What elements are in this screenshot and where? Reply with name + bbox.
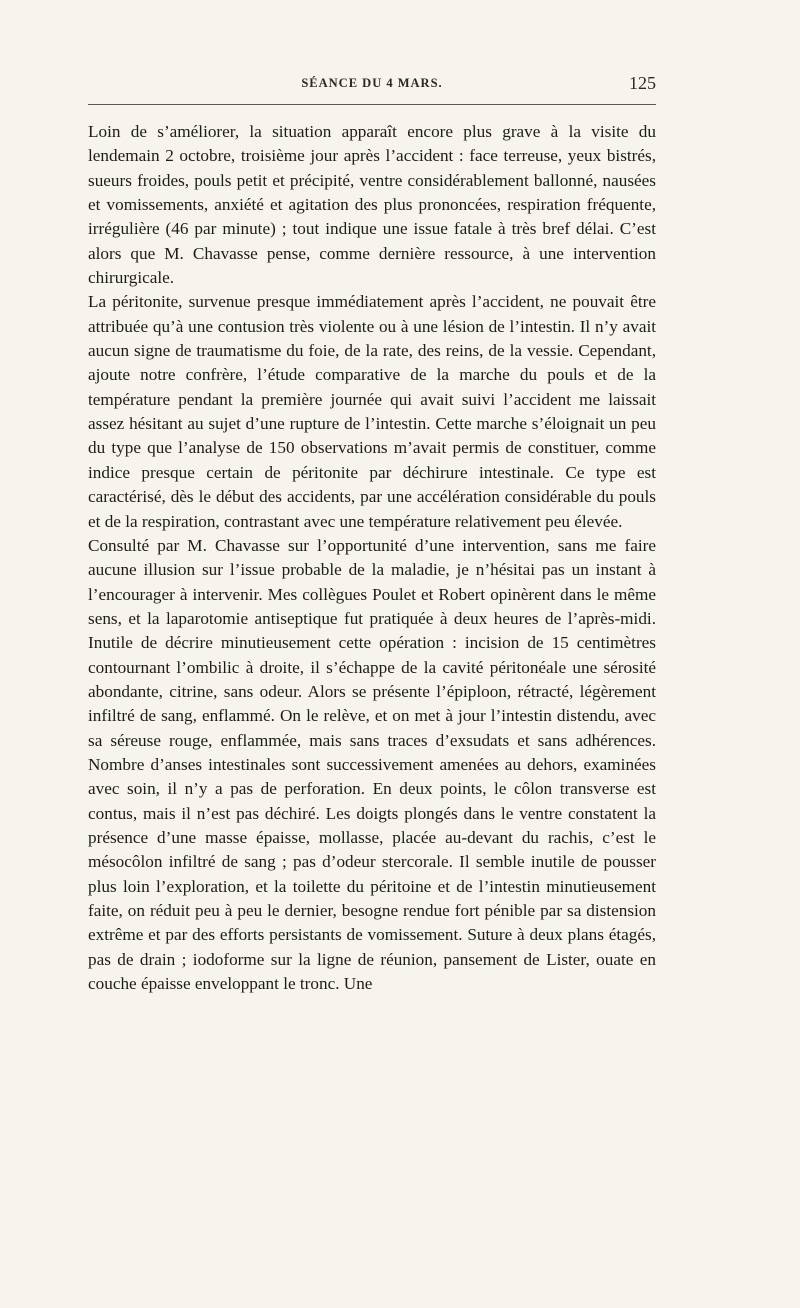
page-number: 125 <box>629 73 656 93</box>
paragraph: Loin de s’améliorer, la situation apparaît encore plus grave à la visite du lendemain 2 octobre, troisième jour après l’accident : face terreuse, yeux bistrés, sueurs froides, pouls petit et précipité, ventre considérablement ballonné, nausées et vomissements, anxiété et agitation des plus prononcées, respiration fréquente, irrégulière (46 par minute) ; tout indique une issue fatale à très bref délai. C’est alors que M. Chavasse pense, comme dernière ressource, à une intervention chirurgicale. <box>88 122 656 288</box>
body-text <box>88 120 656 996</box>
running-head: SÉANCE DU 4 MARS. <box>301 76 443 90</box>
paragraph: La péritonite, survenue presque immédiatement après l’accident, ne pouvait être attribuée qu’à une contusion très violente ou à une lésion de l’intestin. Il n’y avait aucun signe de traumatisme du foie, de la rate, des reins, de la vessie. Cependant, ajoute notre confrère, l’étude comparative de la marche du pouls et de la température pendant la première journée qui avait suivi l’accident me laissait assez hésitant au sujet d’une rupture de l’intestin. Cette marche s’éloignait un peu du type que l’analyse de 150 observations m’avait permis de constituer, comme indice presque certain de péritonite par déchirure intestinale. Ce type est caractérisé, dès le début des accidents, par une accélération considérable du pouls et de la respiration, contrastant avec une température relativement peu élevée. <box>88 292 656 531</box>
paragraph: Consulté par M. Chavasse sur l’opportunité d’une intervention, sans me faire aucune illusion sur l’issue probable de la maladie, je n’hésitai pas un instant à l’encourager à intervenir. Mes collègues Poulet et Robert opinèrent dans le même sens, et la laparotomie antiseptique fut pratiquée à deux heures de l’après-midi. Inutile de décrire minutieusement cette opération : incision de 15 centimètres contournant l’ombilic à droite, il s’échappe de la cavité péritonéale une sérosité abondante, citrine, sans odeur. Alors se présente l’épiploon, rétracté, légèrement infiltré de sang, enflammé. On le relève, et on met à jour l’intestin distendu, avec sa séreuse rouge, enflammée, mais sans traces d’exsudats et sans adhérences. Nombre d’anses intestinales sont successivement amenées au dehors, examinées avec soin, il n’y a pas de perforation. En deux points, le côlon transverse est contus, mais il n’est pas déchiré. Les doigts plongés dans le ventre constatent la présence d’une masse épaisse, mollasse, placée au-devant du rachis, c’est le mésocôlon infiltré de sang ; pas d’odeur stercorale. Il semble inutile de pousser plus loin l’exploration, et la toilette du péritoine et de l’intestin minutieusement faite, on réduit peu à peu le dernier, besogne rendue fort pénible par sa distension extrême et par des efforts persistants de vomissement. Suture à deux plans étagés, pas de drain ; iodoforme sur la ligne de réunion, pansement de Lister, ouate en couche épaisse enveloppant le tronc. Une <box>88 535 656 994</box>
page-header <box>88 73 656 100</box>
header-rule <box>88 104 656 105</box>
